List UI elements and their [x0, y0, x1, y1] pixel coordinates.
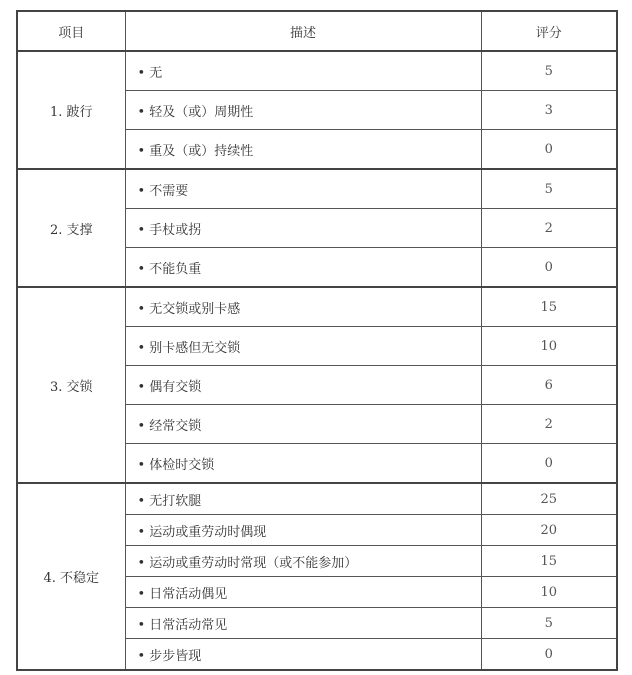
- row-score: 10: [481, 327, 617, 366]
- row-description: • 运动或重劳动时常现（或不能参加）: [125, 546, 481, 577]
- row-description: • 无交锁或别卡感: [125, 287, 481, 327]
- row-description: • 经常交锁: [125, 405, 481, 444]
- row-score: 0: [481, 444, 617, 484]
- row-description: • 手杖或拐: [125, 209, 481, 248]
- row-description: • 重及（或）持续性: [125, 130, 481, 170]
- item-label-locking: 3. 交锁: [17, 287, 125, 483]
- row-score: 5: [481, 169, 617, 209]
- row-description: • 无打软腿: [125, 483, 481, 515]
- row-score: 20: [481, 515, 617, 546]
- row-score: 5: [481, 51, 617, 91]
- row-description: • 偶有交锁: [125, 366, 481, 405]
- row-score: 6: [481, 366, 617, 405]
- row-score: 0: [481, 248, 617, 288]
- row-score: 0: [481, 639, 617, 671]
- row-description: • 日常活动偶见: [125, 577, 481, 608]
- row-description: • 日常活动常见: [125, 608, 481, 639]
- item-label-limp: 1. 跛行: [17, 51, 125, 169]
- row-score: 3: [481, 91, 617, 130]
- header-row: [17, 11, 617, 51]
- row-score: 5: [481, 608, 617, 639]
- row-description: • 运动或重劳动时偶现: [125, 515, 481, 546]
- header-score: 评分: [481, 11, 617, 51]
- row-description: • 不需要: [125, 169, 481, 209]
- row-description: • 别卡感但无交锁: [125, 327, 481, 366]
- table-row: [17, 51, 617, 91]
- row-score: 0: [481, 130, 617, 170]
- table-row: [17, 169, 617, 209]
- item-label-instability: 4. 不稳定: [17, 483, 125, 670]
- row-description: • 无: [125, 51, 481, 91]
- table-row: [17, 483, 617, 515]
- table-row: [17, 287, 617, 327]
- header-item: 项目: [17, 11, 125, 51]
- row-description: • 不能负重: [125, 248, 481, 288]
- row-score: 15: [481, 546, 617, 577]
- header-description: 描述: [125, 11, 481, 51]
- item-label-support: 2. 支撑: [17, 169, 125, 287]
- row-score: 25: [481, 483, 617, 515]
- row-description: • 体检时交锁: [125, 444, 481, 484]
- row-description: • 轻及（或）周期性: [125, 91, 481, 130]
- scoring-table: [16, 10, 618, 671]
- row-score: 10: [481, 577, 617, 608]
- row-description: • 步步皆现: [125, 639, 481, 671]
- row-score: 2: [481, 209, 617, 248]
- row-score: 15: [481, 287, 617, 327]
- row-score: 2: [481, 405, 617, 444]
